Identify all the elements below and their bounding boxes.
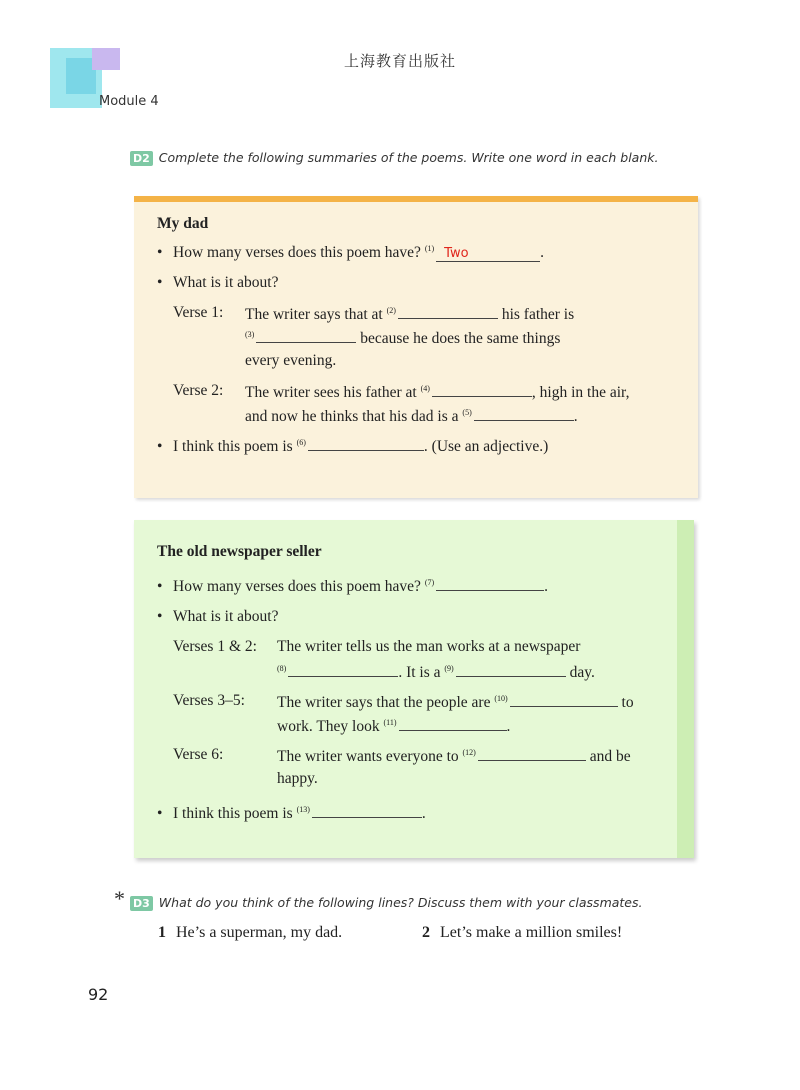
d2-instruction (130, 150, 658, 166)
d3-instruction (130, 895, 642, 911)
d2-instruction-text: Complete the following summaries of the poems. Write one word in each blank. (158, 150, 659, 165)
poem2-verse12-line1: The writer tells us the man works at a newspaper (277, 638, 581, 655)
poem1-answer-1[interactable]: Two (436, 246, 540, 262)
poem2-verse35-line1: The writer says that the people are $^{(10)}$ to (277, 693, 634, 711)
d3-badge: D3 (130, 896, 153, 911)
poem1-blank-2[interactable] (398, 304, 498, 319)
poem2-verse6-line2: happy. (277, 770, 318, 787)
discussion-item-2: 2 Let’s make a million smiles! (422, 924, 623, 941)
poem1-title: My dad (157, 215, 209, 232)
poem1-verse1-line1: The writer says that at $^{(2)}$ his father is (245, 305, 575, 323)
page-number: 92 (88, 985, 109, 1004)
poem2-verse35-line2: work. They look $^{(11)}$ . (277, 717, 511, 735)
poem2-blank-9[interactable] (456, 662, 566, 677)
poem1-question-verses: • How many verses does this poem have? $^{(1)}$ Two . (157, 244, 545, 262)
poem2-verse12-line2: $^{(8)}$ . It is a $^{(9)}$ day. (277, 663, 595, 681)
poem1-verse2-label: Verse 2: (173, 382, 224, 399)
poem2-verse6-line1: The writer wants everyone to $^{(12)}$ and be (277, 747, 631, 765)
poem1-blank-4[interactable] (432, 382, 532, 397)
optional-star: * (114, 886, 125, 911)
poem1-blank-5[interactable] (474, 406, 574, 421)
poem2-question-opinion: • I think this poem is $^{(13)}$ . (157, 804, 426, 822)
poem1-verse1-line3: every evening. (245, 352, 337, 369)
poem2-verse35-label: Verses 3–5: (173, 692, 245, 709)
publisher-name: 上海教育出版社 (343, 52, 456, 70)
poem2-question-verses: • How many verses does this poem have? $^{(7)}$ . (157, 577, 549, 595)
module-label: Module 4 (99, 94, 159, 109)
poem2-blank-13[interactable] (312, 803, 422, 818)
d2-badge: D2 (130, 151, 153, 166)
poem1-blank-3[interactable] (256, 328, 356, 343)
poem2-blank-12[interactable] (478, 746, 586, 761)
poem2-blank-8[interactable] (288, 662, 398, 677)
poem2-verse12-label: Verses 1 & 2: (173, 638, 257, 655)
poem2-question-about: • What is it about? (157, 608, 279, 625)
poem2-verse6-label: Verse 6: (173, 746, 224, 763)
discussion-item-1: 1 He’s a superman, my dad. (158, 924, 343, 941)
poem1-question-about: • What is it about? (157, 274, 279, 291)
poem2-blank-7[interactable] (436, 576, 544, 591)
d3-instruction-text: What do you think of the following lines? Discuss them with your classmates. (158, 895, 643, 910)
poem1-blank-6[interactable] (308, 436, 424, 451)
poem2-box-edge (677, 520, 694, 858)
poem1-verse1-label: Verse 1: (173, 304, 224, 321)
poem1-verse1-line2: $^{(3)}$ because he does the same things (245, 329, 561, 347)
poem2-title: The old newspaper seller (157, 543, 322, 560)
poem2-blank-10[interactable] (510, 692, 618, 707)
poem1-verse2-line2: and now he thinks that his dad is a $^{(5)}$ . (245, 407, 578, 425)
poem2-blank-11[interactable] (399, 716, 507, 731)
poem1-verse2-line1: The writer sees his father at $^{(4)}$ , high in the air, (245, 383, 630, 401)
poem1-question-opinion: • I think this poem is $^{(6)}$ . (Use an adjective.) (157, 437, 549, 455)
